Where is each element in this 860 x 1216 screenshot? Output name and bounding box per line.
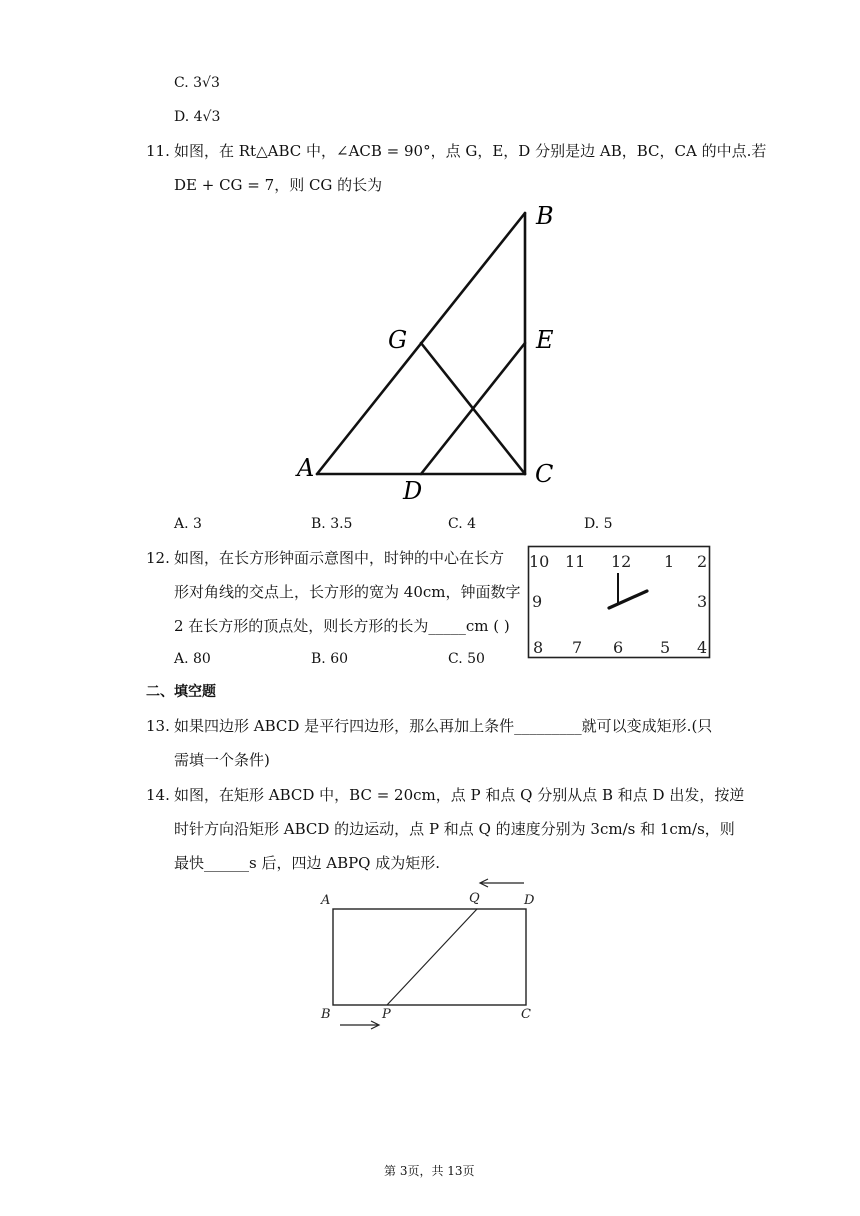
- q14-number: 14.: [146, 786, 170, 804]
- q12-text-line3: 2 在长方形的顶点处，则长方形的长为_____cm ( ): [174, 617, 510, 635]
- clock-number-7: 7: [572, 638, 583, 657]
- clock-number-1: 1: [664, 552, 675, 571]
- clock-number-6: 6: [613, 638, 624, 657]
- label-c: C: [521, 1007, 531, 1022]
- q14-rectangle-figure: [316, 874, 542, 1032]
- q11-text-line2: DE + CG = 7，则 CG 的长为: [174, 176, 383, 194]
- clock-number-10: 10: [529, 552, 550, 571]
- q11-text-line1: 如图，在 Rt△ABC 中，∠ACB = 90°，点 G，E，D 分别是边 AB，BC，CA 的中点.若: [174, 142, 767, 160]
- q14-text-line2: 时针方向沿矩形 ABCD 的边运动，点 P 和点 Q 的速度分别为 3cm/s 和 1cm/s，则: [174, 820, 735, 838]
- label-g: G: [388, 326, 408, 354]
- clock-number-2: 2: [697, 552, 708, 571]
- label-a: A: [297, 454, 315, 482]
- q12-text-line1: 如图，在长方形钟面示意图中，时钟的中心在长方: [174, 549, 505, 567]
- section-title-fill-in: 二、填空题: [146, 684, 216, 700]
- clock-number-12: 12: [611, 552, 632, 571]
- label-d: D: [403, 477, 423, 505]
- q11-option-b: B. 3.5: [311, 516, 353, 532]
- q12-text-line2: 形对角线的交点上，长方形的宽为 40cm，钟面数字: [174, 583, 521, 601]
- clock-number-8: 8: [533, 638, 544, 657]
- rectangle-abcd: [333, 909, 526, 1005]
- q13-text-line2: 需填一个条件): [174, 751, 270, 769]
- label-e: E: [536, 326, 554, 354]
- q11-option-d: D. 5: [584, 516, 613, 532]
- q14-text-line3: 最快______s 后，四边 ABPQ 成为矩形.: [174, 854, 441, 872]
- clock-hour-hand: [609, 591, 647, 608]
- q13-number: 13.: [146, 717, 170, 735]
- q11-option-c: C. 4: [448, 516, 477, 532]
- label-b: B: [321, 1007, 331, 1022]
- q12-number: 12.: [146, 549, 170, 567]
- label-p: P: [382, 1007, 391, 1022]
- q12-clock-figure: [527, 545, 713, 661]
- label-q: Q: [469, 891, 480, 906]
- q13-text-line1: 如果四边形 ABCD 是平行四边形，那么再加上条件_________就可以变成矩形.(只: [174, 717, 713, 735]
- q10-option-d: D. 4√3: [174, 109, 221, 125]
- clock-number-3: 3: [697, 592, 708, 611]
- q14-text-line1: 如图，在矩形 ABCD 中，BC = 20cm，点 P 和点 Q 分别从点 B 和点 D 出发，按逆: [174, 786, 745, 804]
- q11-number: 11.: [146, 142, 170, 160]
- q12-option-c: C. 50: [448, 651, 485, 667]
- label-a: A: [321, 893, 331, 908]
- q11-option-a: A. 3: [174, 516, 202, 532]
- q11-triangle-figure: [290, 200, 570, 505]
- clock-number-11: 11: [565, 552, 586, 571]
- q12-option-b: B. 60: [311, 651, 349, 667]
- clock-number-9: 9: [532, 592, 543, 611]
- label-b: B: [536, 202, 554, 230]
- clock-number-5: 5: [660, 638, 671, 657]
- label-c: C: [535, 460, 554, 488]
- q10-option-c: C. 3√3: [174, 75, 220, 91]
- q12-option-a: A. 80: [174, 651, 211, 667]
- clock-number-4: 4: [697, 638, 708, 657]
- segment-pq: [387, 909, 477, 1005]
- page-footer: 第 3页，共 13页: [384, 1164, 475, 1178]
- label-d: D: [524, 893, 535, 908]
